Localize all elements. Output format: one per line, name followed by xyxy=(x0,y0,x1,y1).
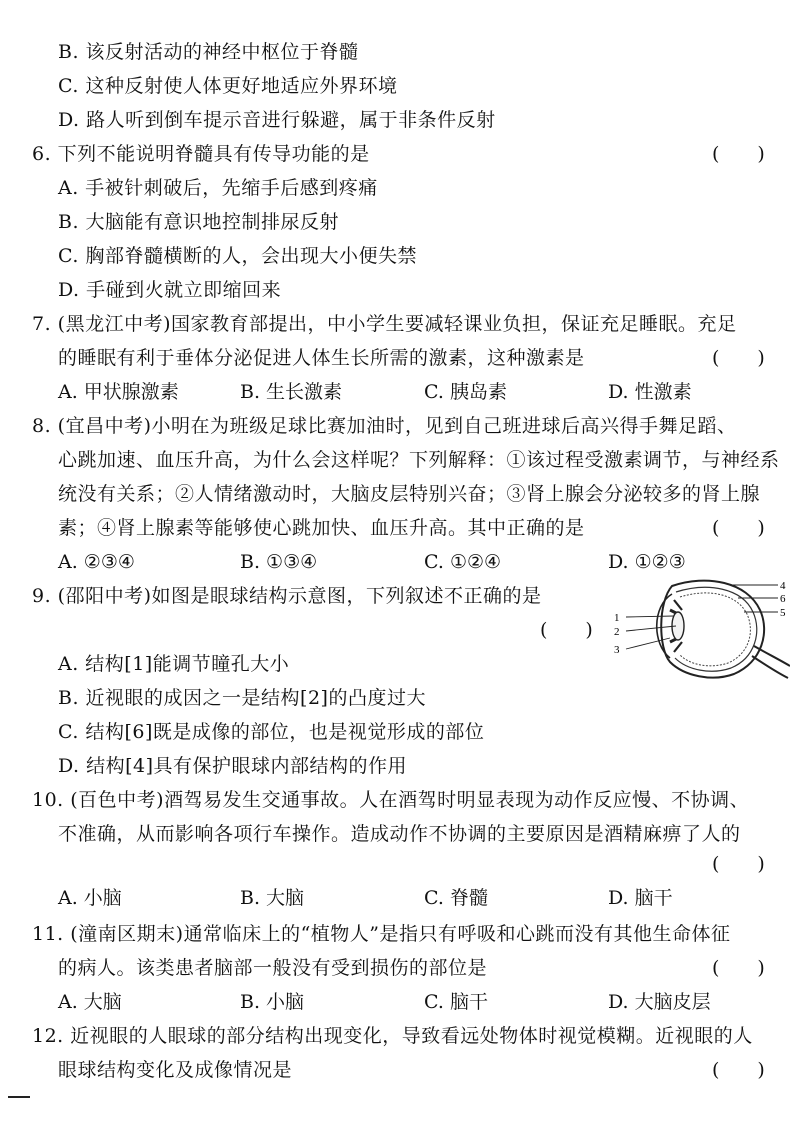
q7-option-c: C. 胰岛素 xyxy=(424,381,507,403)
label-line-1 xyxy=(626,616,674,617)
label-2: 2 xyxy=(614,626,620,638)
q7-stem-line1: 7. (黑龙江中考)国家教育部提出，中小学生要减轻课业负担，保证充足睡眠。充足 xyxy=(32,313,737,335)
q10-stem-line1: 10. (百色中考)酒驾易发生交通事故。人在酒驾时明显表现为动作反应慢、不协调、 xyxy=(32,789,750,811)
q8-stem-line3: 统没有关系；②人情绪激动时，大脑皮层特别兴奋；③肾上腺会分泌较多的肾上腺 xyxy=(58,483,761,505)
q7-option-b: B. 生长激素 xyxy=(240,381,343,403)
q9-option-c: C. 结构[6]既是成像的部位，也是视觉形成的部位 xyxy=(58,721,485,743)
q11-option-b: B. 小脑 xyxy=(240,991,305,1013)
label-6: 6 xyxy=(780,593,786,605)
label-line-2 xyxy=(626,626,676,631)
q5-option-d: D. 路人听到倒车提示音进行躲避，属于非条件反射 xyxy=(58,109,496,131)
q10-stem-line2: 不准确，从而影响各项行车操作。造成动作不协调的主要原因是酒精麻痹了人的 xyxy=(58,823,741,845)
label-5: 5 xyxy=(780,607,786,619)
q11-option-c: C. 脑干 xyxy=(424,991,488,1013)
q5-option-b: B. 该反射活动的神经中枢位于脊髓 xyxy=(58,41,359,63)
q8-option-b: B. ①③④ xyxy=(240,551,318,573)
q10-option-d: D. 脑干 xyxy=(608,887,673,909)
q6-option-d: D. 手碰到火就立即缩回来 xyxy=(58,279,282,301)
q6-option-c: C. 胸部脊髓横断的人，会出现大小便失禁 xyxy=(58,245,417,267)
q6-option-b: B. 大脑能有意识地控制排尿反射 xyxy=(58,211,340,233)
q7-option-d: D. 性激素 xyxy=(608,381,692,403)
label-4: 4 xyxy=(780,580,786,592)
q6-stem: 6. 下列不能说明脊髓具有传导功能的是 xyxy=(32,143,370,165)
q9-option-d: D. 结构[4]具有保护眼球内部结构的作用 xyxy=(58,755,408,777)
q8-option-c: C. ①②④ xyxy=(424,551,502,573)
q7-answer-paren: ( ) xyxy=(712,347,765,369)
q9-option-b: B. 近视眼的成因之一是结构[2]的凸度过大 xyxy=(58,687,426,709)
q6-option-a: A. 手被针刺破后，先缩手后感到疼痛 xyxy=(58,177,378,199)
optic-nerve-upper xyxy=(754,646,790,666)
q8-answer-paren: ( ) xyxy=(712,517,765,539)
q11-stem-line2: 的病人。该类患者脑部一般没有受到损伤的部位是 xyxy=(58,957,488,979)
page-corner-mark xyxy=(8,1096,30,1098)
q7-option-a: A. 甲状腺激素 xyxy=(58,381,179,403)
q8-stem-line2: 心跳加速、血压升高，为什么会这样呢？下列解释：①该过程受激素调节，与神经系 xyxy=(58,449,780,471)
q5-option-c: C. 这种反射使人体更好地适应外界环境 xyxy=(58,75,398,97)
q8-option-a: A. ②③④ xyxy=(58,551,135,573)
q8-stem-line4: 素；④肾上腺素等能够使心跳加快、血压升高。其中正确的是 xyxy=(58,517,585,539)
q11-stem-line1: 11. (潼南区期末)通常临床上的“植物人”是指只有呼吸和心跳而没有其他生命体征 xyxy=(32,923,731,945)
q12-stem-line2: 眼球结构变化及成像情况是 xyxy=(58,1059,293,1081)
q10-option-c: C. 脊髓 xyxy=(424,887,488,909)
q7-stem-line2: 的睡眠有利于垂体分泌促进人体生长所需的激素，这种激素是 xyxy=(58,347,585,369)
q9-answer-paren: ( ) xyxy=(540,619,593,641)
q11-answer-paren: ( ) xyxy=(712,957,765,979)
q12-stem-line1: 12. 近视眼的人眼球的部分结构出现变化，导致看远处物体时视觉模糊。近视眼的人 xyxy=(32,1025,753,1047)
q10-option-a: A. 小脑 xyxy=(58,887,122,909)
q11-option-d: D. 大脑皮层 xyxy=(608,991,711,1013)
q11-option-a: A. 大脑 xyxy=(58,991,122,1013)
label-3: 3 xyxy=(614,644,620,656)
q10-answer-paren: ( ) xyxy=(712,853,765,875)
q6-answer-paren: ( ) xyxy=(712,143,765,165)
q10-option-b: B. 大脑 xyxy=(240,887,305,909)
q8-option-d: D. ①②③ xyxy=(608,551,686,573)
retina-layer xyxy=(680,593,750,666)
q9-stem: 9. (邵阳中考)如图是眼球结构示意图，下列叙述不正确的是 xyxy=(32,585,542,607)
eyeball-diagram xyxy=(612,576,790,680)
q9-option-a: A. 结构[1]能调节瞳孔大小 xyxy=(58,653,290,675)
q12-answer-paren: ( ) xyxy=(712,1059,765,1081)
label-1: 1 xyxy=(614,612,620,624)
optic-nerve-lower xyxy=(752,656,788,678)
choroid-layer xyxy=(675,587,757,671)
q8-stem-line1: 8. (宜昌中考)小明在为班级足球比赛加油时，见到自己班进球后高兴得手舞足蹈、 xyxy=(32,415,737,437)
